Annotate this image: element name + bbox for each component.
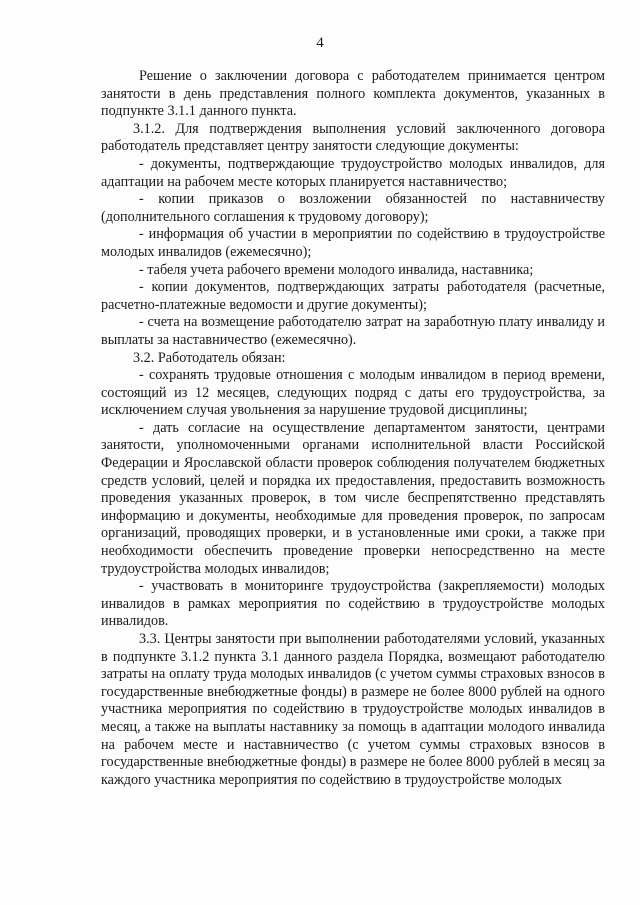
paragraph-3-2: 3.2. Работодатель обязан: xyxy=(133,349,286,366)
list-item: - дать согласие на осуществление департаментом занятости, центрами занятости, уполномоченными органами исполнительной власти Российской Федерации и Ярославской области проверок соблюдения получателем бюджетных средств условий, целей и порядка их предоставления, предоставить возможность проведения указанных проверок, в том числе беспрепятственно представлять информацию и документы, необходимые для проведения проверок, по запросам организаций, проводящих проверки, и в установленные ими сроки, а также при необходимости обеспечить проведение проверки непосредственно на месте трудоустройства молодых инвалидов; xyxy=(101,419,605,577)
list-item: - счета на возмещение работодателю затрат на заработную плату инвалиду и выплаты за наставничество (ежемесячно). xyxy=(101,314,605,348)
page-number: 4 xyxy=(316,35,324,51)
list-item: - сохранять трудовые отношения с молодым инвалидом в период времени, состоящий из 12 месяцев, следующих подряд с даты его трудоустройства, за исключением случая увольнения за нарушение трудовой дисциплины; xyxy=(101,367,605,419)
list-item: - участвовать в мониторинге трудоустройства (закрепляемости) молодых инвалидов в рамках мероприятия по содействию в трудоустройстве молодых инвалидов. xyxy=(101,578,605,630)
list-item: - табеля учета рабочего времени молодого инвалида, наставника; xyxy=(139,261,534,278)
paragraph-3-3: 3.3. Центры занятости при выполнении работодателями условий, указанных в подпункте 3.1.2 пункта 3.1 данного раздела Порядка, возмещают работодателю затраты на оплату труда молодых инвалидов (с учетом суммы страховых взносов в государственные внебюджетные фонды) в размере не более 8000 рублей на одного участника мероприятия по содействию в трудоустройстве молодых инвалидов в месяц, а также на выплаты наставнику за помощь в адаптации молодого инвалида на рабочем месте и наставничество (с учетом суммы страховых взносов в государственные внебюджетные фонды) в размере не более 8000 рублей в месяц за каждого участника мероприятия по содействию в трудоустройстве молодых xyxy=(101,631,605,788)
list-item: - копии приказов о возложении обязанностей по наставничеству (дополнительного соглашения к трудовому договору); xyxy=(101,191,605,225)
list-item: - копии документов, подтверждающих затраты работодателя (расчетные, расчетно-платежные ведомости и другие документы); xyxy=(101,279,605,313)
paragraph-3-1-2: 3.1.2. Для подтверждения выполнения условий заключенного договора работодатель представляет центру занятости следующие документы: xyxy=(101,120,605,155)
document-body xyxy=(101,68,605,789)
paragraph-decision: Решение о заключении договора с работодателем принимается центром занятости в день представления полного комплекта документов, указанных в подпункте 3.1.1 данного пункта. xyxy=(101,68,605,120)
list-item: - документы, подтверждающие трудоустройство молодых инвалидов, для адаптации на рабочем месте которых планируется наставничество; xyxy=(101,155,605,190)
list-item: - информация об участии в мероприятии по содействию в трудоустройстве молодых инвалидов (ежемесячно); xyxy=(101,226,605,260)
